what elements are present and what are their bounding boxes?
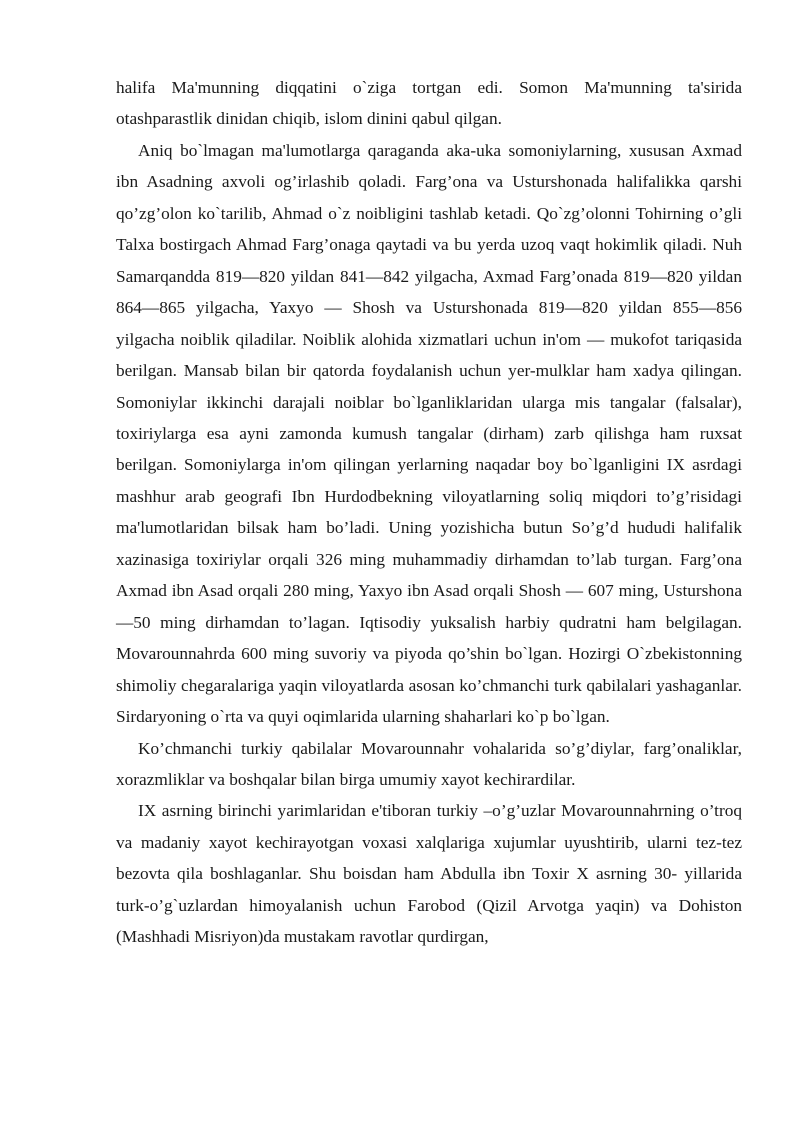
paragraph: Aniq bo`lmagan ma'lumotlarga qaraganda aka-uka somoniylarning, xususan Axmad ibn Asadning axvoli og’irlashib qoladi. Farg’ona va Usturshonada halifalikka qarshi qo’zg’olon ko`tarilib, Ahmad o`z noibligini tashlab ketadi. Qo`zg’olonni Tohirning o’gli Talxa bostirgach Ahmad Farg’onaga qaytadi va bu yerda uzoq vaqt hokimlik qiladi. Nuh Samarqandda 819—820 yildan 841—842 yilgacha, Axmad Farg’onada 819—820 yildan 864—865 yilgacha, Yaxyo — Shosh va Usturshonada 819—820 yildan 855—856 yilgacha noiblik qiladilar. Noiblik alohida xizmatlari uchun in'om — mukofot tariqasida berilgan. Mansab bilan bir qatorda foydalanish uchun yer-mulklar ham xadya qilingan. Somoniylar ikkinchi darajali noiblar bo`lganliklaridan ularga mis tangalar (falsalar), toxiriylarga esa ayni zamonda kumush tangalar (dirham) zarb qilishga ham ruxsat berilgan. Somoniylarga in'om qilingan yerlarning naqadar boy bo`lganligini IX asrdagi mashhur arab geografi Ibn Hurdodbekning viloyatlarning soliq miqdori to’g’risidagi ma'lumotlaridan bilsak ham bo’ladi. Uning yozishicha butun So’g’d hududi halifalik xazinasiga toxiriylar orqali 326 ming muhammadiy dirhamdan to’lab turgan. Farg’ona Axmad ibn Asad orqali 280 ming, Yaxyo ibn Asad orqali Shosh — 607 ming, Usturshona —50 ming dirhamdan to’lagan. Iqtisodiy yuksalish harbiy qudratni ham belgilagan. Movarounnahrda 600 ming suvoriy va piyoda qo’shin bo`lgan. Hozirgi O`zbekistonning shimoliy chegaralariga yaqin viloyatlarda asosan ko’chmanchi turk qabilalari yashaganlar. Sirdaryoning o`rta va quyi oqimlarida ularning shaharlari ko`p bo`lgan. bbox=[116, 140, 742, 727]
paragraph: Ko’chmanchi turkiy qabilalar Movarounnahr vohalarida so’g’diylar, farg’onaliklar, xorazmliklar va boshqalar bilan birga umumiy xayot kechirardilar. bbox=[116, 738, 742, 789]
document-body bbox=[116, 72, 742, 953]
paragraph: halifa Ma'munning diqqatini o`ziga tortgan edi. Somon Ma'munning ta'sirida otashparastlik dinidan chiqib, islom dinini qabul qilgan. bbox=[116, 78, 742, 129]
paragraph: IX asrning birinchi yarimlaridan e'tiboran turkiy –o’g’uzlar Movarounnahrning o’troq va madaniy xayot kechirayotgan voxasi xalqlariga xujumlar uyushtirib, ularni tez-tez bezovta qila boshlaganlar. Shu boisdan ham Abdulla ibn Toxir X asrning 30- yillarida turk-o’g`uzlardan himoyalanish uchun Farobod (Qizil Arvotga yaqin) va Dohiston (Mashhadi Misriyon)da mustakam ravotlar qurdirgan, bbox=[116, 801, 742, 947]
